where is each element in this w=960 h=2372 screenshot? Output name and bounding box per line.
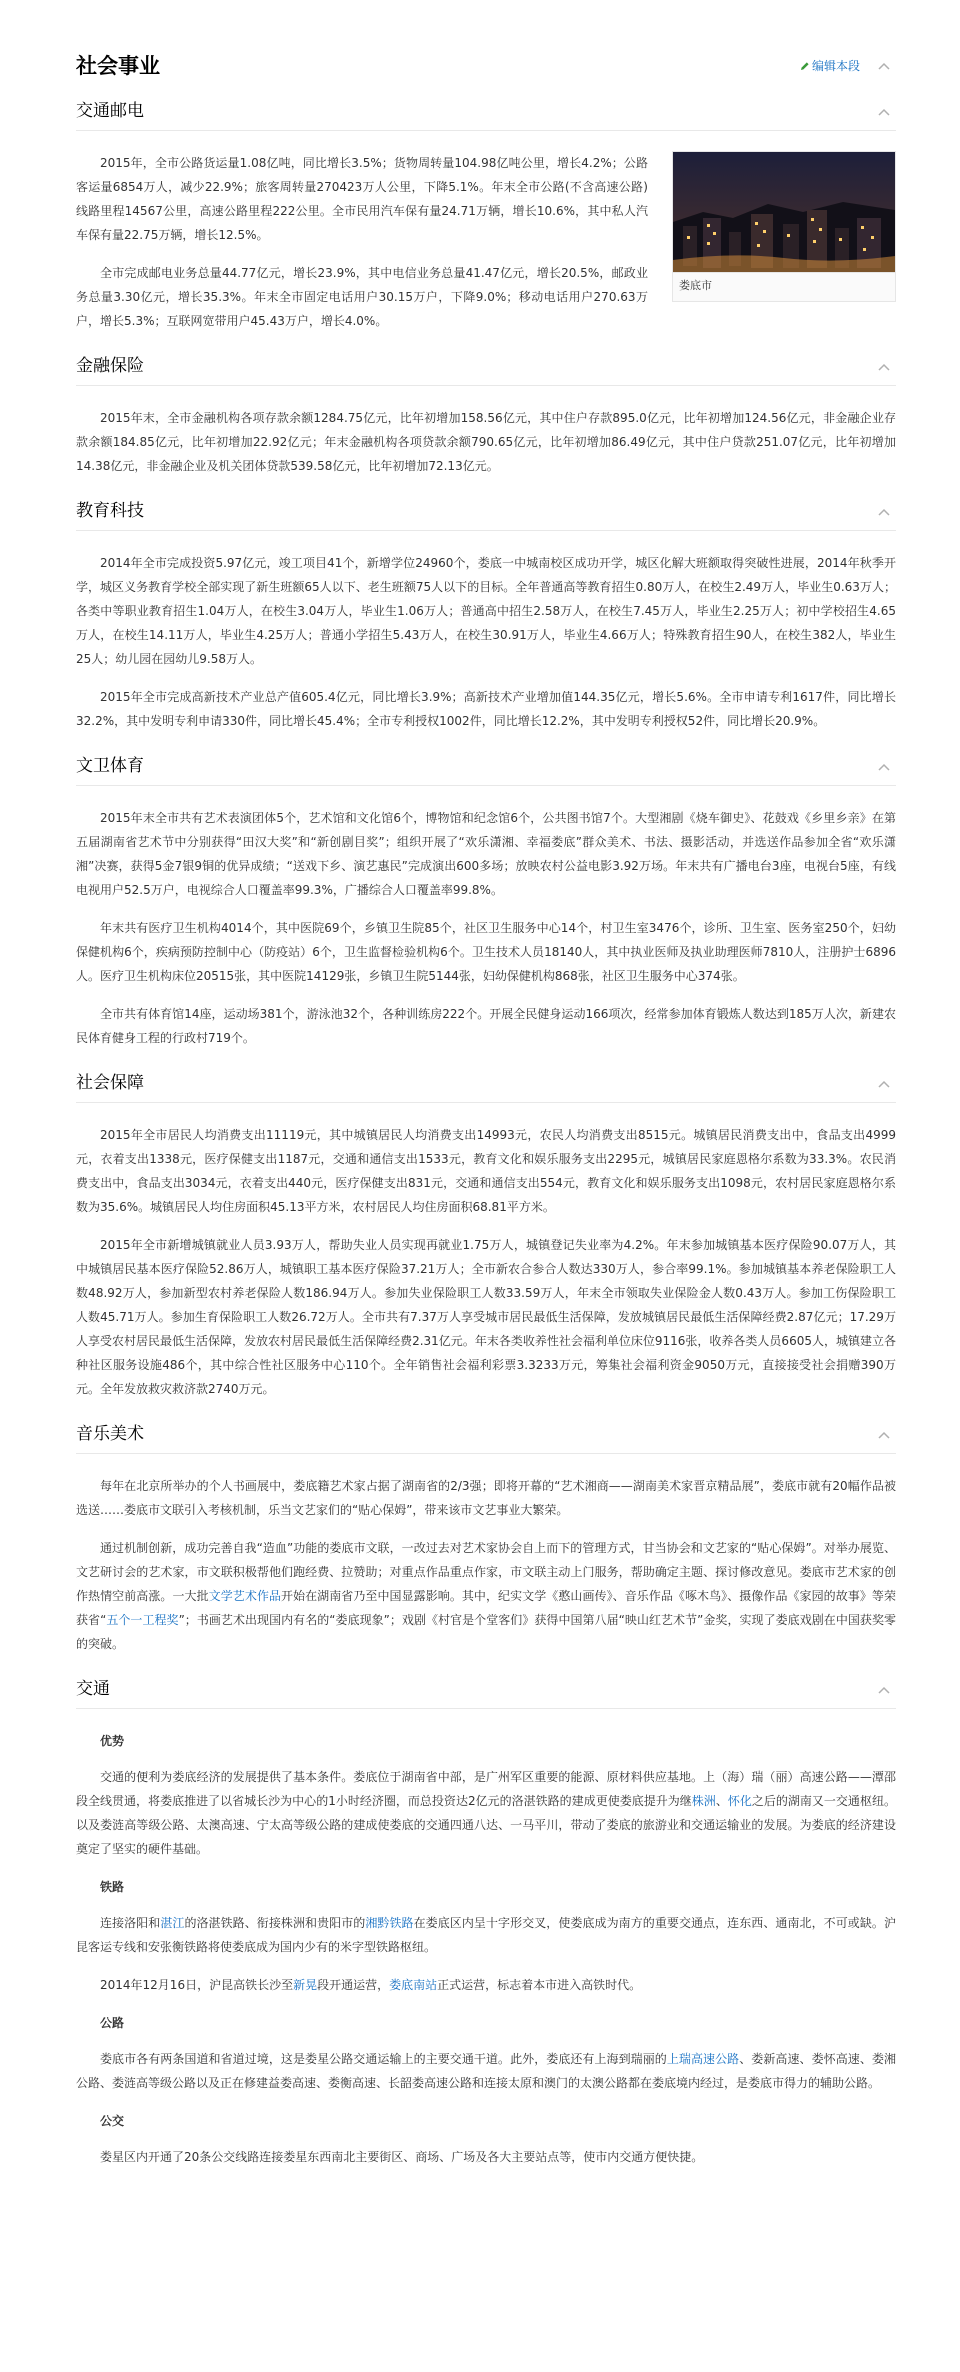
chevron-up-icon bbox=[877, 105, 891, 119]
link-zhanjiang[interactable]: 湛江 bbox=[160, 1916, 185, 1930]
text-run: 娄底市各有两条国道和省道过境，这是娄星公路交通运输上的主要交通干道。此外，娄底还有上海到瑞丽的 bbox=[100, 2052, 667, 2066]
photo-caption: 娄底市 bbox=[673, 272, 895, 301]
subsection-title-railway: 铁路 bbox=[100, 1880, 125, 1894]
section-title: 音乐美术 bbox=[76, 1424, 144, 1444]
paragraph: 全市共有体育馆14座，运动场381个，游泳池32个，各种训练房222个。开展全民健身运动166项次，经常参加体育锻炼人数达到185万人次，新建农民体育健身工程的行政村719个。 bbox=[76, 1007, 896, 1045]
paragraph bbox=[76, 2047, 896, 2095]
section-title: 社会保障 bbox=[76, 1073, 144, 1093]
text-run: 2014年12月16日，沪昆高铁长沙至 bbox=[100, 1978, 294, 1992]
section-header bbox=[76, 1415, 896, 1454]
section-header bbox=[76, 92, 896, 131]
text-run: 、 bbox=[715, 1794, 728, 1808]
paragraph: 2015年末，全市金融机构各项存款余额1284.75亿元，比年初增加158.56亿元，其中住户存款895.0亿元，比年初增加124.56亿元，非金融企业存款余额184.85亿元，比年初增加22.92亿元；年末金融机构各项贷款余额790.65亿元，比年初增加86.49亿元，其中住户贷款251.07亿元，比年初增加14.38亿元，非金融企业及机关团体贷款539.58亿元，比年初增加72.13亿元。 bbox=[76, 411, 896, 473]
paragraph: 娄星区内开通了20条公交线路连接娄星东西南北主要街区、商场、广场及各大主要站点等，使市内交通方便快捷。 bbox=[100, 2150, 704, 2164]
paragraph: 2015年末全市共有艺术表演团体5个，艺术馆和文化馆6个，博物馆和纪念馆6个，公共图书馆7个。大型湘剧《烧车御史》、花鼓戏《乡里乡亲》在第五届湖南省艺术节中分别获得“田汉大奖”和“新创剧目奖”；组织开展了“欢乐潇湘、幸福娄底”群众美术、书法、摄影活动，并选送作品参加全省“欢乐潇湘”决赛，获得5金7银9铜的优异成绩；“送戏下乡、演艺惠民”完成演出600多场；放映农村公益电影3.92万场。年末共有广播电台3座，电视台5座，有线电视用户52.5万户，电视综合人口覆盖率99.3%，广播综合人口覆盖率99.8%。 bbox=[76, 811, 896, 897]
collapse-section-button[interactable] bbox=[872, 355, 896, 379]
paragraph: 2015年全市居民人均消费支出11119元，其中城镇居民人均消费支出14993元，农民人均消费支出8515元。城镇居民消费支出中，食品支出4999元，衣着支出1338元，医疗保健支出1187元，交通和通信支出1533元，教育文化和娱乐服务支出2295元，城镇居民家庭恩格尔系数为33.3%。农民消费支出中，食品支出3034元，衣着支出440元，医疗保健支出831元，交通和通信支出554元，教育文化和娱乐服务支出1098元，农村居民家庭恩格尔系数为35.6%。城镇居民人均住房面积45.13平方米，农村居民人均住房面积68.81平方米。 bbox=[76, 1128, 896, 1214]
chevron-up-icon bbox=[877, 1683, 891, 1697]
chevron-up-icon bbox=[877, 1077, 891, 1091]
collapse-section-button[interactable] bbox=[872, 1423, 896, 1447]
link-loudi-south-station[interactable]: 娄底南站 bbox=[389, 1978, 438, 1992]
section-finance bbox=[76, 347, 896, 478]
text-run: 、娄新高速、娄怀高速、娄湘公路、娄涟高等级公路以及正在修建益娄高速、娄衡高速、长韶娄高速公路和连接太原和澳门的太澳公路都在娄底境内经过，是娄底市得力的辅助公路。 bbox=[76, 2052, 896, 2090]
collapse-section-button[interactable] bbox=[872, 100, 896, 124]
section-title: 教育科技 bbox=[76, 501, 144, 521]
chevron-up-icon bbox=[877, 1428, 891, 1442]
text-run: ”；书画艺术出现国内有名的“娄底现象”；戏剧《村官是个堂客们》获得中国第八届“映山红艺术节”金奖，实现了娄底戏剧在中国获奖零的突破。 bbox=[76, 1613, 896, 1651]
section-title: 文卫体育 bbox=[76, 756, 144, 776]
subsection-title-advantage: 优势 bbox=[100, 1734, 125, 1748]
text-run: 交通的便利为娄底经济的发展提供了基本条件。娄底位于湖南省中部，是广州军区重要的能源、原材料供应基地。上（海）瑞（丽）高速公路——潭邵段全线贯通，将娄底推进了以省城长沙为中心的1小时经济圈，而总投资达2亿元的洛湛铁路的建成更使娄底提升为继 bbox=[76, 1770, 896, 1808]
section-title: 金融保险 bbox=[76, 356, 144, 376]
paragraph bbox=[76, 1536, 896, 1656]
section-music-art bbox=[76, 1415, 896, 1656]
paragraph: 2015年，全市公路货运量1.08亿吨，同比增长3.5%；货物周转量104.98亿吨公里，增长4.2%；公路客运量6854万人，减少22.9%；旅客周转量270423万人公里，下降5.1%。年末全市公路(不含高速公路)线路里程14567公里，高速公路里程222公里。全市民用汽车保有量24.71万辆，增长10.6%，其中私人汽车保有量22.75万辆，增长12.5%。 bbox=[76, 156, 648, 242]
link-shangrui-expressway[interactable]: 上瑞高速公路 bbox=[666, 2052, 740, 2066]
subsection-title-bus: 公交 bbox=[100, 2114, 125, 2128]
text-run: 之后的湖南又一交通枢纽。以及娄涟高等级公路、太澳高速、宁太高等级公路的建成使娄底的交通四通八达、一马平川，带动了娄底的旅游业和交通运输业的发展。为娄底的经济建设奠定了坚实的硬件基础。 bbox=[76, 1794, 896, 1856]
text-run: 开始在湖南省乃至中国显露影响。其中，纪实文学《憨山画传》、音乐作品《啄木鸟》、摄像作品《家园的故事》等荣获省“ bbox=[76, 1589, 896, 1627]
paragraph: 全市完成邮电业务总量44.77亿元，增长23.9%，其中电信业务总量41.47亿元，增长20.5%，邮政业务总量3.30亿元，增长35.3%。年末全市固定电话用户30.15万户，下降9.0%；移动电话用户270.63万户，增长5.3%；互联网宽带用户45.43万户，增长4.0%。 bbox=[76, 266, 648, 328]
link-zhuzhou[interactable]: 株洲 bbox=[691, 1794, 716, 1808]
link-five-one-project[interactable]: 五个一工程奖 bbox=[106, 1613, 179, 1627]
collapse-section-button[interactable] bbox=[872, 1072, 896, 1096]
main-header bbox=[76, 0, 896, 92]
section-transport-post bbox=[76, 92, 896, 347]
text-run: 段开通运营， bbox=[317, 1978, 390, 1992]
collapse-section-button[interactable] bbox=[872, 500, 896, 524]
text-run: 在娄底区内呈十字形交叉，使娄底成为南方的重要交通点，连东西、通南北，不可或缺。沪昆客运专线和安张衡铁路将使娄底成为国内少有的米字型铁路枢纽。 bbox=[76, 1916, 896, 1954]
link-xiangqian-railway[interactable]: 湘黔铁路 bbox=[365, 1916, 414, 1930]
page-title: 社会事业 bbox=[76, 54, 160, 78]
link-huaihua[interactable]: 怀化 bbox=[727, 1794, 752, 1808]
link-xinhuang[interactable]: 新晃 bbox=[293, 1978, 318, 1992]
section-header bbox=[76, 747, 896, 786]
collapse-section-button[interactable] bbox=[872, 1678, 896, 1702]
link-literature-works[interactable]: 文学艺术作品 bbox=[208, 1589, 281, 1603]
city-night-photo[interactable] bbox=[672, 151, 896, 302]
collapse-main-button[interactable] bbox=[872, 54, 896, 78]
section-header bbox=[76, 492, 896, 531]
section-social-security bbox=[76, 1064, 896, 1401]
section-transportation bbox=[76, 1670, 896, 2169]
chevron-up-icon bbox=[877, 360, 891, 374]
paragraph: 年末共有医疗卫生机构4014个，其中医院69个，乡镇卫生院85个，社区卫生服务中心14个，村卫生室3476个，诊所、卫生室、医务室250个，妇幼保健机构6个，疾病预防控制中心（防疫站）6个，卫生监督检验机构6个。卫生技术人员18140人，其中执业医师及执业助理医师7810人，注册护士6896人。医疗卫生机构床位20515张，其中医院14129张，乡镇卫生院5144张，妇幼保健机构868张，社区卫生服务中心374张。 bbox=[76, 921, 896, 983]
chevron-up-icon bbox=[877, 760, 891, 774]
city-night-image bbox=[673, 152, 895, 272]
paragraph: 每年在北京所举办的个人书画展中，娄底籍艺术家占据了湖南省的2/3强；即将开幕的“艺术湘商——湖南美术家晋京精品展”，娄底市就有20幅作品被选送……娄底市文联引入考核机制，乐当文艺家们的“贴心保姆”，带来该市文艺事业大繁荣。 bbox=[76, 1479, 896, 1517]
chevron-up-icon bbox=[877, 505, 891, 519]
subsection-title-road: 公路 bbox=[100, 2016, 125, 2030]
paragraph: 2015年全市完成高新技术产业总产值605.4亿元，同比增长3.9%；高新技术产业增加值144.35亿元，增长5.6%。全市申请专利1617件，同比增长32.2%，其中发明专利申请330件，同比增长45.4%；全市专利授权1002件，同比增长12.2%，其中发明专利授权52件，同比增长20.9%。 bbox=[76, 690, 896, 728]
section-header bbox=[76, 1064, 896, 1103]
text-run: 的洛湛铁路、衔接株洲和贵阳市的 bbox=[184, 1916, 366, 1930]
content-page bbox=[76, 0, 896, 2183]
paragraph bbox=[76, 1973, 896, 1997]
text-run: 连接洛阳和 bbox=[100, 1916, 161, 1930]
edit-section-button[interactable] bbox=[800, 58, 860, 74]
section-title: 交通邮电 bbox=[76, 101, 144, 121]
pencil-icon bbox=[800, 61, 810, 71]
section-title: 交通 bbox=[76, 1679, 110, 1699]
section-header bbox=[76, 347, 896, 386]
edit-label: 编辑本段 bbox=[811, 59, 860, 73]
paragraph bbox=[76, 1911, 896, 1959]
section-education bbox=[76, 492, 896, 733]
paragraph: 2015年全市新增城镇就业人员3.93万人，帮助失业人员实现再就业1.75万人，城镇登记失业率为4.2%。年末参加城镇基本医疗保险90.07万人，其中城镇居民基本医疗保险52.86万人，城镇职工基本医疗保险37.21万人；全市新农合参合人数达330万人，参合率99.1%。参加城镇基本养老保险职工人数48.92万人，参加新型农村养老保险人数186.94万人。参加失业保险职工人数33.59万人，年末全市领取失业保险金人数0.43万人。参加工伤保险职工人数45.71万人。参加生育保险职工人数26.72万人。全市共有7.37万人享受城市居民最低生活保障，发放城镇居民最低生活保障经费2.87亿元；17.29万人享受农村居民最低生活保障，发放农村居民最低生活保障经费2.31亿元。年末各类收养性社会福利单位床位9116张，收养各类人员6605人，城镇建立各种社区服务设施486个，其中综合性社区服务中心110个。全年销售社会福利彩票3.3233万元，筹集社会福利资金9050万元，直接接受社会捐赠390万元。全年发放救灾救济款2740万元。 bbox=[76, 1238, 896, 1396]
paragraph: 2014年全市完成投资5.97亿元，竣工项目41个，新增学位24960个，娄底一中城南校区成功开学，城区化解大班额取得突破性进展，2014年秋季开学，城区义务教育学校全部实现了新生班额65人以下、老生班额75人以下的目标。全年普通高等教育招生0.80万人，在校生2.49万人，毕业生0.63万人；各类中等职业教育招生1.04万人，在校生3.04万人，毕业生1.06万人；普通高中招生2.58万人，在校生7.45万人，毕业生2.25万人；初中学校招生4.65万人，在校生14.11万人，毕业生4.25万人；普通小学招生5.43万人，在校生30.91万人，毕业生4.66万人；特殊教育招生90人，在校生382人，毕业生25人；幼儿园在园幼儿9.58万人。 bbox=[76, 556, 896, 666]
text-run: 正式运营，标志着本市进入高铁时代。 bbox=[437, 1978, 642, 1992]
chevron-up-icon bbox=[877, 59, 891, 73]
text-run: 通过机制创新，成功完善自我“造血”功能的娄底市文联，一改过去对艺术家协会自上而下的管理方式，甘当协会和文艺家的“贴心保姆”。对举办展览、文艺研讨会的艺术家，市文联积极帮他们跑经费、拉赞助；对重点作品重点作家，市文联主动上门服务，帮助确定主题、探讨修改意见。娄底市艺术家的创作热情空前高涨。一大批 bbox=[76, 1541, 896, 1603]
section-culture-health bbox=[76, 747, 896, 1050]
paragraph bbox=[76, 1765, 896, 1861]
collapse-section-button[interactable] bbox=[872, 755, 896, 779]
section-header bbox=[76, 1670, 896, 1709]
